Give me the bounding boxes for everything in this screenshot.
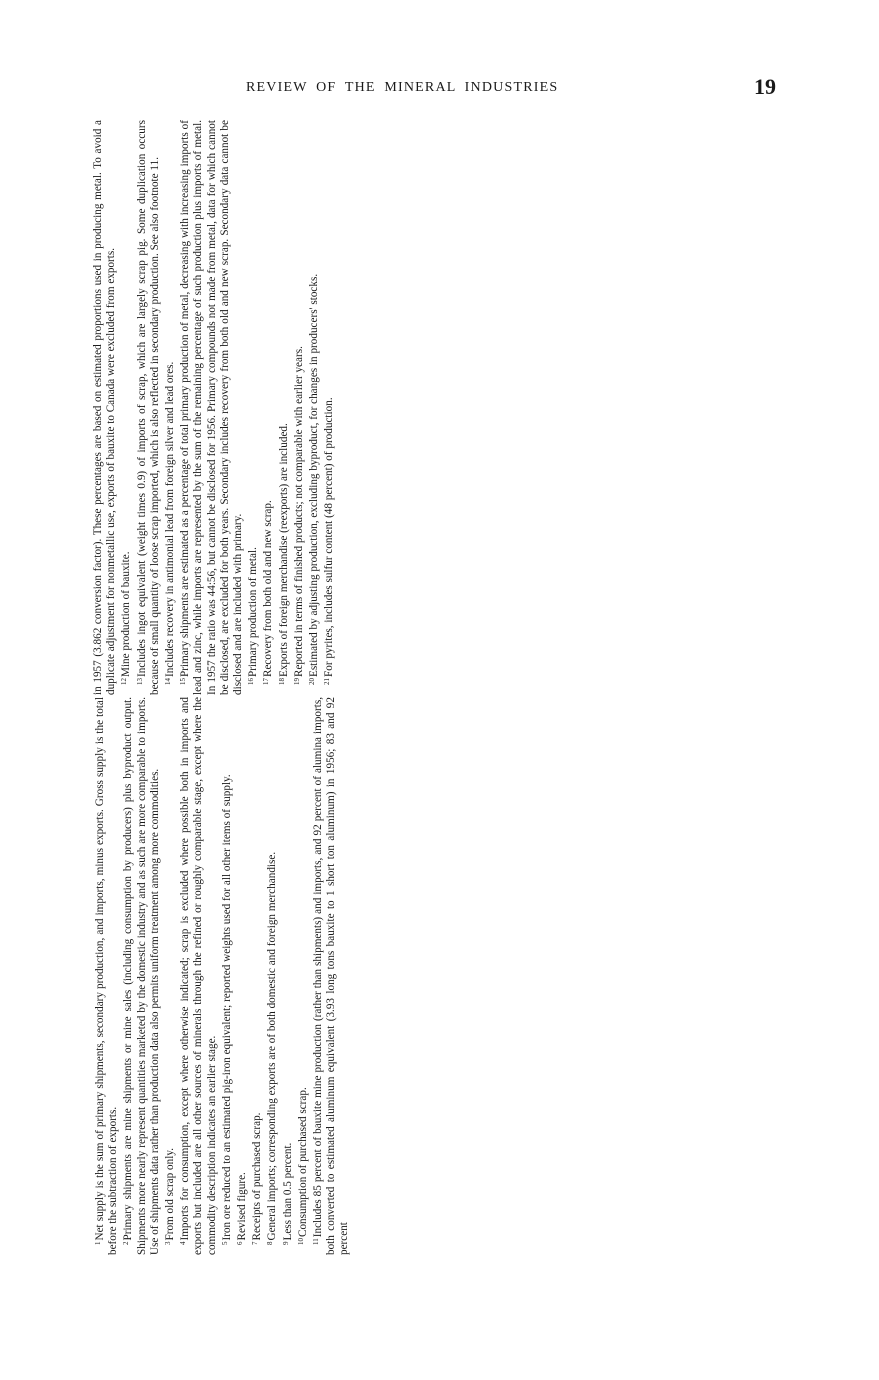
footnote-13: $^{13}$Includes ingot equivalent (weight times 0.9) of imports of scrap, which are largely scrap pig. Some duplication occurs because of small quantity of loose scrap imported, which is also reflected in secondary production. See also footnote 11. xyxy=(135,120,161,695)
footnote-6: $^6$Revised figure. xyxy=(236,1172,249,1245)
footnote-4: $^4$Imports for consumption, except where otherwise indicated; scrap is excluded where possible both in imports and exports but included are all other sources of minerals through the refined or roughly comparable stage, except where the commodity description indicates an earlier stage. xyxy=(179,697,218,1255)
footnote-2: $^2$Primary shipments are mine shipments or mine sales (including consumption by producers) plus byproduct output. Shipments more nearly represent quantities marketed by the domestic industry and as such are more comparable to imports. Use of shipments data rather than production data also permits uniform treatment among more commodities. xyxy=(122,697,161,1255)
footnote-5: $^5$Iron ore reduced to an estimated pig-iron equivalent; reported weights used for all other items of supply. xyxy=(220,774,233,1245)
running-header xyxy=(0,74,879,104)
footnotes-right-column xyxy=(92,120,336,695)
footnote-21: $^{21}$For pyrites, includes sulfur content (48 percent) of production. xyxy=(323,397,336,685)
footnotes-left-column xyxy=(92,697,352,1255)
footnote-18: $^{18}$Exports of foreign merchandise (reexports) are included. xyxy=(277,423,290,685)
footnote-19: $^{19}$Reported in terms of finished products; not comparable with earlier years. xyxy=(292,346,305,685)
rotated-footnotes xyxy=(92,115,392,1255)
footnote-20: $^{20}$Estimated by adjusting production, excluding byproduct, for changes in producers' stocks. xyxy=(308,273,321,685)
footnote-16: $^{16}$Primary production of metal. xyxy=(247,547,260,685)
footnote-9: $^9$Less than 0.5 percent. xyxy=(281,1142,294,1245)
footnote-14: $^{14}$Includes recovery in antimonial lead from foreign silver and lead ores. xyxy=(164,361,177,685)
footnote-1: $^1$Net supply is the sum of primary shipments, secondary production, and imports, minus exports. Gross supply is the total before the subtraction of exports. xyxy=(94,697,120,1255)
footnote-17: $^{17}$Recovery from both old and new scrap. xyxy=(262,500,275,685)
footnote-7: $^7$Receipts of purchased scrap. xyxy=(251,1112,264,1245)
footnote-15: $^{15}$Primary shipments are estimated as a percentage of total primary production of metal, decreasing with increasing imports of lead and zinc, while imports are represented by the sum of the remaining percentage of such production plus imports of metal. In 1957 the ratio was 44:56, but cannot be disclosed for 1956. Primary compounds not made from metal, data for which cannot be disclosed, are excluded for both years. Secondary includes recovery from both old and new scrap. Secondary data cannot be disclosed and are included with primary. xyxy=(179,120,245,695)
footnote-11: $^{11}$Includes 85 percent of bauxite mine production (rather than shipments) and imports, and 92 percent of alumina imports, both converted to estimated aluminum equivalent (3.93 long tons bauxite to 1 short ton aluminum) in 1956; 83 and 92 percent xyxy=(312,697,351,1255)
running-title: REVIEW OF THE MINERAL INDUSTRIES xyxy=(246,80,559,95)
footnote-11-continued: in 1957 (3.862 conversion factor). These percentages are based on estimated proportions used in producing metal. To avoid a duplicate adjustment for nonmetallic use, exports of bauxite to Canada were excluded from exports. xyxy=(92,120,118,695)
footnote-12: $^{12}$Mine production of bauxite. xyxy=(120,551,133,685)
footnote-8: $^8$General imports; corresponding exports are of both domestic and foreign merchandise. xyxy=(266,851,279,1245)
footnote-3: $^3$From old scrap only. xyxy=(164,1148,177,1245)
page-number: 19 xyxy=(754,74,776,99)
footnote-10: $^{10}$Consumption of purchased scrap. xyxy=(296,1087,309,1245)
